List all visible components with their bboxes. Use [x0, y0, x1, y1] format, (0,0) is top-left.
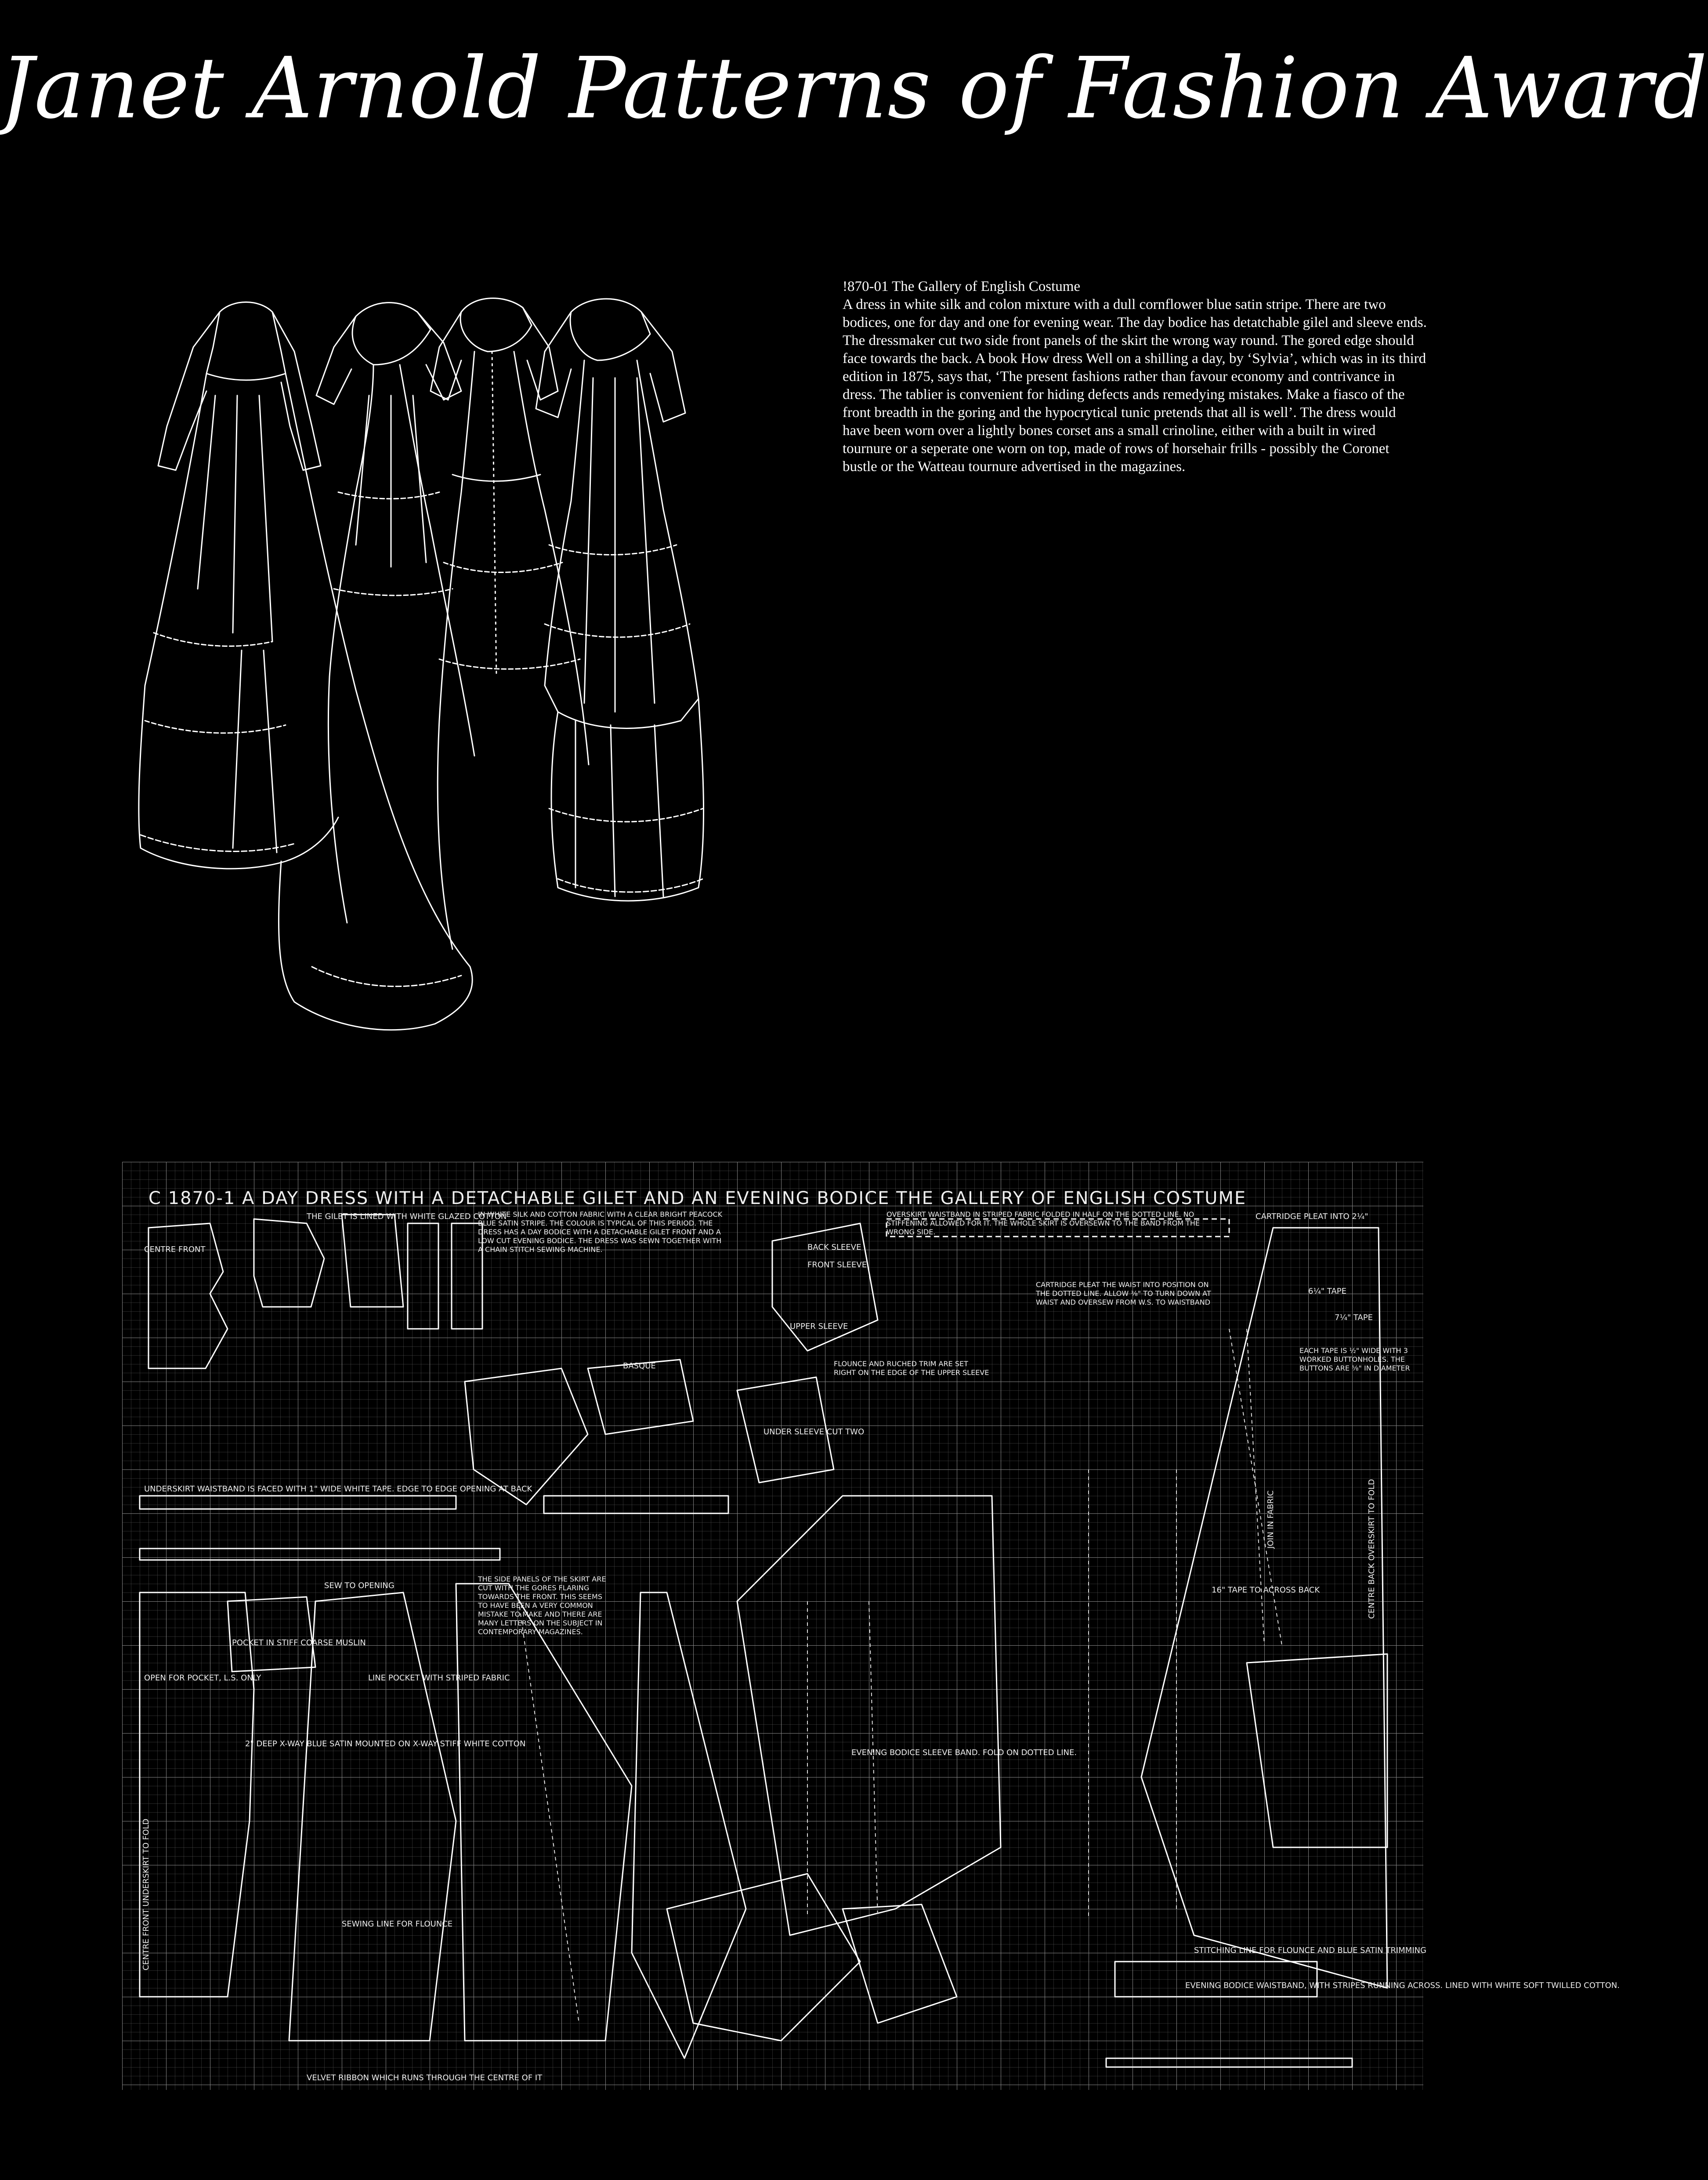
page-title: Janet Arnold Patterns of Fashion Award: [0, 40, 1708, 138]
label-evening-bodice: EVENING BODICE SLEEVE BAND. FOLD ON DOTTED LINE.: [851, 1748, 1077, 1757]
label-open-pocket: OPEN FOR POCKET, L.S. ONLY: [144, 1673, 261, 1683]
dress-figure-second: [316, 303, 474, 923]
label-gilet-note: THE GILET IS LINED WITH WHITE GLAZED COTTON: [307, 1212, 507, 1221]
dress-description: [843, 278, 1427, 476]
description-heading: !870-01 The Gallery of English Costume: [843, 279, 1081, 294]
label-sew-opening: SEW TO OPENING: [324, 1581, 394, 1590]
label-flounce: FLOUNCE AND RUCHED TRIM ARE SET RIGHT ON THE EDGE OF THE UPPER SLEEVE: [834, 1360, 989, 1377]
label-sewing-line: SEWING LINE FOR FLOUNCE: [342, 1919, 453, 1929]
dress-figure-third: [431, 298, 589, 949]
label-centre-front-underskirt: CENTRE FRONT UNDERSKIRT TO FOLD: [141, 1818, 151, 1970]
label-side-panels: THE SIDE PANELS OF THE SKIRT ARE CUT WITH THE GORES FLARING TOWARDS THE FRONT. THIS SEEMS TO HAVE BEEN A VERY COMMON MISTAKE TO MAKE AND THERE ARE MANY LETTERS ON THE SUBJECT IN CONTEMPORARY MAGAZINES.: [478, 1575, 606, 1636]
label-tape-note: EACH TAPE IS ½" WIDE WITH 3 WORKED BUTTONHOLES. THE BUTTONS ARE ⅝" IN DIAMETER: [1299, 1346, 1410, 1372]
label-evening-waistband: EVENING BODICE WAISTBAND, WITH STRIPES RUNNING ACROSS. LINED WITH WHITE SOFT TWILLED COTTON.: [1185, 1981, 1620, 1990]
label-join-fabric: JOIN IN FABRIC: [1266, 1490, 1275, 1549]
label-front-sleeve: FRONT SLEEVE: [807, 1260, 867, 1270]
label-tape-72: 7¼" TAPE: [1335, 1313, 1373, 1322]
dress-figure-right: [536, 299, 704, 901]
label-centre-back-overskirt: CENTRE BACK OVERSKIRT TO FOLD: [1367, 1479, 1376, 1619]
label-line-pocket: LINE POCKET WITH STRIPED FABRIC: [368, 1673, 510, 1683]
label-upper-sleeve: UPPER SLEEVE: [790, 1322, 848, 1331]
dress-illustration: [127, 281, 782, 1046]
label-tape-16: 16" TAPE TO ACROSS BACK: [1212, 1585, 1320, 1595]
label-blue-satin: 2" DEEP X-WAY BLUE SATIN MOUNTED ON X-WAY STIFF WHITE COTTON: [245, 1739, 526, 1748]
label-stitching-line: STITCHING LINE FOR FLOUNCE AND BLUE SATIN TRIMMING: [1194, 1946, 1426, 1955]
label-underskirt-note: UNDERSKIRT WAISTBAND IS FACED WITH 1" WIDE WHITE TAPE. EDGE TO EDGE OPENING AT BACK: [144, 1484, 532, 1494]
label-basque: BASQUE: [623, 1361, 656, 1371]
label-centre-front: CENTRE FRONT: [144, 1245, 206, 1254]
label-cartridge-note: CARTRIDGE PLEAT THE WAIST INTO POSITION ON THE DOTTED LINE. ALLOW ⅜" TO TURN DOWN AT WAIST AND OVERSEW FROM W.S. TO WAISTBAND: [1036, 1280, 1211, 1306]
label-pocket: POCKET IN STIFF COARSE MUSLIN: [232, 1638, 366, 1647]
label-tape-62: 6¼" TAPE: [1308, 1287, 1347, 1296]
pattern-sheet: [122, 1162, 1620, 2090]
dress-figure-left: [139, 302, 472, 1030]
label-overskirt-note: OVERSKIRT WAISTBAND IN STRIPED FABRIC FOLDED IN HALF ON THE DOTTED LINE. NO STIFFENING ALLOWED FOR IT. THE WHOLE SKIRT IS OVERSEWN TO THE BAND FROM THE WRONG SIDE.: [887, 1210, 1200, 1236]
label-back-sleeve: BACK SLEEVE: [807, 1243, 861, 1252]
pattern-heading: C 1870-1 A DAY DRESS WITH A DETACHABLE GILET AND AN EVENING BODICE THE GALLERY OF ENGLISH COSTUME: [148, 1188, 1247, 1208]
label-cartridge-top: CARTRIDGE PLEAT INTO 2¼": [1256, 1212, 1368, 1221]
label-velvet-ribbon: VELVET RIBBON WHICH RUNS THROUGH THE CENTRE OF IT: [307, 2073, 543, 2082]
label-fabric-note: IN WHITE SILK AND COTTON FABRIC WITH A CLEAR BRIGHT PEACOCK BLUE SATIN STRIPE. THE COLOUR IS TYPICAL OF THIS PERIOD. THE DRESS HAS A DAY BODICE WITH A DETACHABLE GILET FRONT AND A LOW CUT EVENING BODICE. THE DRESS WAS SEWN TOGETHER WITH A CHAIN STITCH SEWING MACHINE.: [478, 1210, 723, 1254]
description-body: A dress in white silk and colon mixture with a dull cornflower blue satin stripe. There are two bodices, one for day and one for evening wear. The day bodice has detatchable gilel and sleeve ends. The dressmaker cut two side front panels of the skirt the wrong way round. The gored edge should face towards the back. A book How dress Well on a shilling a day, by ‘Sylvia’, which was in its third edition in 1875, says that, ‘The present fashions rather than favour economy and contrivance in dress. The tablier is convenient for hiding defects ands remedying mistakes. Make a fiasco of the front breadth in the goring and the hypocrytical tunic pretends that all is well’. The dress would have been worn over a lightly bones corset ans a small crinoline, either with a built in wired tournure or a seperate one worn on top, made of rows of horsehair frills - possibly the Coronet bustle or the Watteau tournure advertised in the magazines.: [843, 297, 1427, 475]
label-under-sleeve: UNDER SLEEVE CUT TWO: [764, 1427, 865, 1436]
